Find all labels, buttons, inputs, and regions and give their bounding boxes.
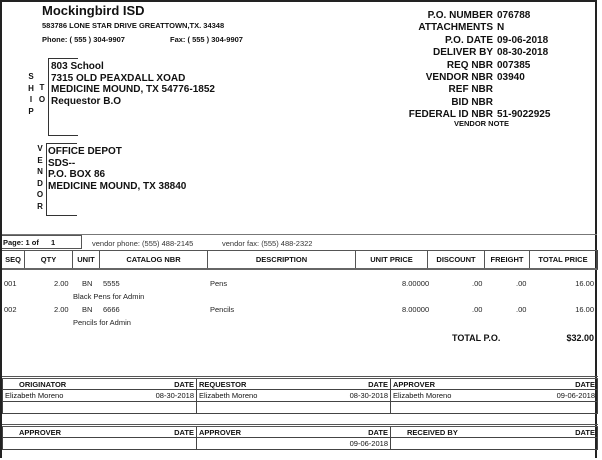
blank-cell: [3, 402, 197, 414]
col-freight: FREIGHT: [485, 251, 530, 268]
approver3-date: 09-06-2018: [349, 439, 388, 448]
req-nbr-row: [370, 60, 602, 72]
vendor-letter: D: [37, 178, 43, 188]
req-nbr-value: 007385: [497, 59, 531, 71]
line-items-header: [2, 250, 598, 270]
vendor-line: SDS--: [48, 157, 76, 169]
approver-label: APPROVER: [393, 379, 436, 389]
originator-date: 08-30-2018: [155, 391, 194, 400]
col-unit-price: UNIT PRICE: [356, 251, 428, 268]
date-label: DATE: [368, 379, 388, 389]
approver3-value: [197, 438, 391, 450]
item-seq: 002: [4, 305, 17, 314]
deliver-by-value: 08-30-2018: [497, 47, 549, 59]
approver2-value: [3, 438, 197, 450]
bid-nbr-value: [497, 97, 602, 109]
signature-value-row: [3, 438, 598, 450]
vendor-line: MEDICINE MOUND, TX 38840: [48, 180, 187, 192]
item-unit: BN: [82, 305, 93, 314]
org-name: Mockingbird ISD: [42, 3, 145, 18]
item-discount: .00: [472, 279, 483, 288]
vendor-letter: E: [37, 155, 43, 165]
org-address: 583786 LONE STAR DRIVE GREATTOWN,TX. 34348: [42, 21, 225, 30]
approver-header: [391, 378, 598, 390]
ship-to-address: [51, 61, 215, 107]
item-description: Pens: [210, 279, 228, 288]
ship-letter: S: [28, 72, 34, 81]
date-label: DATE: [575, 427, 595, 437]
originator-name: Elizabeth Moreno: [5, 391, 64, 400]
vendor-letter: V: [37, 144, 43, 153]
page-total: 1: [50, 238, 56, 247]
to-letter: O: [38, 94, 46, 104]
federal-id-label: FEDERAL ID NBR: [408, 109, 493, 121]
page-indicator: [2, 235, 82, 249]
bid-nbr-label: BID NBR: [451, 96, 493, 108]
item-description: Pencils: [210, 305, 235, 314]
org-fax: Fax: ( 555 ) 304-9907: [170, 35, 243, 44]
approver3-header: [197, 426, 391, 438]
item-note: Black Pens for Admin: [73, 292, 145, 301]
received-by-header: [391, 426, 598, 438]
vendor-address: [48, 146, 186, 192]
attachments-value: N: [497, 22, 505, 34]
signature-header-row: [3, 426, 598, 438]
total-po-value: $32.00: [566, 333, 594, 343]
po-date-label: P.O. DATE: [445, 34, 493, 46]
item-unit-price: 8.00000: [402, 279, 430, 288]
originator-label: ORIGINATOR: [19, 379, 67, 389]
vendor-fax: vendor fax: (555) 488-2322: [222, 239, 313, 248]
total-po-label: TOTAL P.O.: [452, 333, 501, 343]
item-catalog: 6666: [103, 305, 120, 314]
ship-to-line: Requestor B.O: [51, 95, 122, 107]
received-by-label: RECEIVED BY: [407, 427, 458, 437]
vendor-nbr-row: [370, 72, 602, 84]
item-unit: BN: [82, 279, 93, 288]
signature-header-row: [3, 378, 598, 390]
col-catalog-nbr: CATALOG NBR: [100, 251, 208, 268]
po-info-block: [370, 10, 602, 122]
requestor-date: 08-30-2018: [349, 391, 388, 400]
po-date-row: [370, 35, 602, 47]
federal-id-value: 51-9022925: [497, 109, 551, 121]
approver-date: 09-06-2018: [556, 391, 595, 400]
date-label: DATE: [368, 427, 388, 437]
requestor-name: Elizabeth Moreno: [199, 391, 258, 400]
item-freight: .00: [516, 279, 527, 288]
vendor-line: P.O. BOX 86: [48, 169, 106, 180]
col-unit: UNIT: [73, 251, 100, 268]
approver3-label: APPROVER: [199, 427, 242, 437]
to-letter: T: [39, 83, 45, 92]
item-qty: 2.00: [54, 305, 69, 314]
vendor-phone: vendor phone: (555) 488-2145: [92, 239, 194, 248]
po-number-label: P.O. NUMBER: [427, 10, 493, 21]
col-discount: DISCOUNT: [428, 251, 485, 268]
approver-name: Elizabeth Moreno: [393, 391, 452, 400]
attachments-row: [370, 22, 602, 34]
item-unit-price: 8.00000: [402, 305, 430, 314]
col-qty: QTY: [25, 251, 73, 268]
received-by-value: [391, 438, 598, 450]
item-qty: 2.00: [54, 279, 69, 288]
po-date-value: 09-06-2018: [497, 34, 549, 46]
ship-label: [26, 71, 36, 117]
blank-cell: [391, 402, 598, 414]
vendor-letter: R: [37, 201, 43, 211]
requestor-label: REQUESTOR: [199, 379, 247, 389]
requestor-value: [197, 390, 391, 402]
item-note: Pencils for Admin: [73, 318, 131, 327]
approver2-label: APPROVER: [19, 427, 62, 437]
item-total: 16.00: [575, 305, 594, 314]
item-seq: 001: [4, 279, 17, 288]
vendor-nbr-value: 03940: [497, 71, 525, 83]
ship-letter: P: [28, 106, 34, 116]
item-discount: .00: [472, 305, 483, 314]
ref-nbr-value: [497, 84, 602, 96]
req-nbr-label: REQ NBR: [446, 59, 493, 71]
to-label: [37, 82, 47, 105]
ship-to-line: 803 School: [51, 61, 104, 72]
ship-to-line: MEDICINE MOUND, TX 54776-1852: [51, 84, 215, 95]
originator-value: [3, 390, 197, 402]
requestor-header: [197, 378, 391, 390]
date-label: DATE: [575, 379, 595, 389]
vendor-note-label: VENDOR NOTE: [454, 119, 510, 128]
approver2-header: [3, 426, 197, 438]
vendor-line: OFFICE DEPOT: [48, 146, 122, 157]
item-catalog: 5555: [103, 279, 120, 288]
signature-blank-row: [3, 402, 598, 414]
ship-letter: H: [28, 83, 34, 93]
vendor-nbr-label: VENDOR NBR: [425, 71, 493, 83]
item-freight: .00: [516, 305, 527, 314]
col-seq: SEQ: [2, 251, 25, 268]
deliver-by-row: [370, 47, 602, 59]
page-label: Page: 1 of: [3, 238, 39, 247]
col-description: DESCRIPTION: [208, 251, 356, 268]
signature-value-row: [3, 390, 598, 402]
bid-nbr-row: [370, 97, 602, 109]
date-label: DATE: [174, 379, 194, 389]
signature-table-2: [2, 424, 598, 450]
attachments-label: ATTACHMENTS: [418, 22, 493, 34]
blank-cell: [197, 402, 391, 414]
deliver-by-label: DELIVER BY: [432, 47, 493, 59]
vendor-label: [35, 143, 45, 212]
divider: [2, 234, 597, 235]
col-total-price: TOTAL PRICE: [538, 255, 588, 264]
vendor-letter: N: [37, 167, 43, 176]
ship-letter: I: [29, 95, 33, 104]
ship-to-line: 7315 OLD PEAXDALL XOAD: [51, 72, 186, 84]
po-number-row: [370, 10, 602, 22]
po-number-value: 076788: [497, 10, 531, 21]
originator-header: [3, 378, 197, 390]
date-label: DATE: [174, 427, 194, 437]
signature-table-1: [2, 376, 598, 414]
item-total: 16.00: [575, 279, 594, 288]
vendor-letter: O: [36, 190, 44, 199]
ref-nbr-row: [370, 84, 602, 96]
org-phone: Phone: ( 555 ) 304-9907: [42, 35, 125, 44]
approver-value: [391, 390, 598, 402]
ref-nbr-label: REF NBR: [448, 84, 493, 96]
